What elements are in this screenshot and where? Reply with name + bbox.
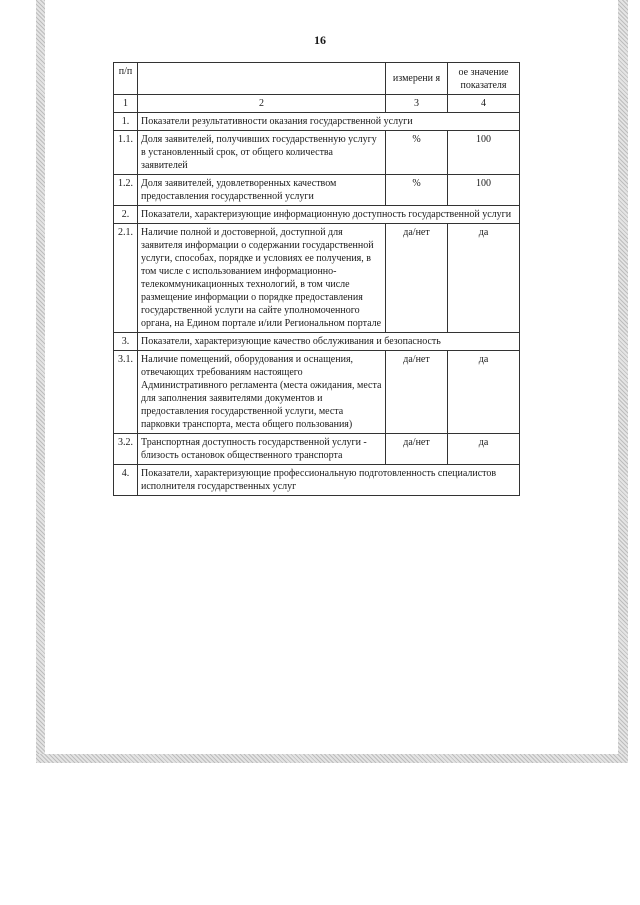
scan-border-left: [36, 0, 45, 760]
table-row: [114, 351, 520, 434]
scan-border-bottom: [36, 754, 628, 763]
row-unit: да/нет: [386, 351, 448, 434]
table-row: [114, 224, 520, 333]
section-number: 4.: [114, 465, 138, 496]
section-row: [114, 113, 520, 131]
row-name: Доля заявителей, удовлетворенных качеством предоставления государственной услуги: [138, 175, 386, 206]
row-number: 2.1.: [114, 224, 138, 333]
table-row: [114, 175, 520, 206]
row-value: 100: [448, 131, 520, 175]
section-number: 2.: [114, 206, 138, 224]
column-number: 1: [114, 95, 138, 113]
row-number: 1.1.: [114, 131, 138, 175]
header-unit: измерени я: [386, 63, 448, 95]
column-number: 4: [448, 95, 520, 113]
row-value: 100: [448, 175, 520, 206]
row-number: 1.2.: [114, 175, 138, 206]
indicators-table: [113, 62, 520, 496]
row-name: Транспортная доступность государственной услуги - близость остановок общественного транспорта: [138, 434, 386, 465]
section-title: Показатели, характеризующие качество обслуживания и безопасность: [138, 333, 520, 351]
header-name: [138, 63, 386, 95]
column-number: 2: [138, 95, 386, 113]
row-unit: %: [386, 131, 448, 175]
row-name: Наличие полной и достоверной, доступной для заявителя информации о содержании государственной услуги, способах, порядке и условиях ее получения, в том числе с использованием информационно-телекоммуникационных технологий, в том числе размещение информации о порядке предоставления государственной услуги на сайте уполномоченного органа, на Едином портале и/или Региональном портале: [138, 224, 386, 333]
section-row: [114, 206, 520, 224]
table-header-row: [114, 63, 520, 95]
row-unit: да/нет: [386, 224, 448, 333]
section-title: Показатели результативности оказания государственной услуги: [138, 113, 520, 131]
scan-border-right: [618, 0, 628, 760]
section-number: 3.: [114, 333, 138, 351]
row-number: 3.1.: [114, 351, 138, 434]
row-value: да: [448, 351, 520, 434]
section-title: Показатели, характеризующие информационную доступность государственной услуги: [138, 206, 520, 224]
row-number: 3.2.: [114, 434, 138, 465]
table-row: [114, 434, 520, 465]
header-number: п/п: [114, 63, 138, 95]
row-value: да: [448, 224, 520, 333]
column-number: 3: [386, 95, 448, 113]
column-numbers-row: [114, 95, 520, 113]
page-number: 16: [314, 33, 326, 47]
row-name: Доля заявителей, получивших государственную услугу в установленный срок, от общего количества заявителей: [138, 131, 386, 175]
section-row: [114, 333, 520, 351]
row-unit: да/нет: [386, 434, 448, 465]
section-row: [114, 465, 520, 496]
section-title: Показатели, характеризующие профессиональную подготовленность специалистов исполнителя государственных услуг: [138, 465, 520, 496]
table-row: [114, 131, 520, 175]
row-name: Наличие помещений, оборудования и оснащения, отвечающих требованиям настоящего Административного регламента (места ожидания, места для заполнения заявителями документов и предоставления государственной услуги, места парковки транспорта, места общего пользования): [138, 351, 386, 434]
section-number: 1.: [114, 113, 138, 131]
row-value: да: [448, 434, 520, 465]
header-value: ое значение показателя: [448, 63, 520, 95]
row-unit: %: [386, 175, 448, 206]
